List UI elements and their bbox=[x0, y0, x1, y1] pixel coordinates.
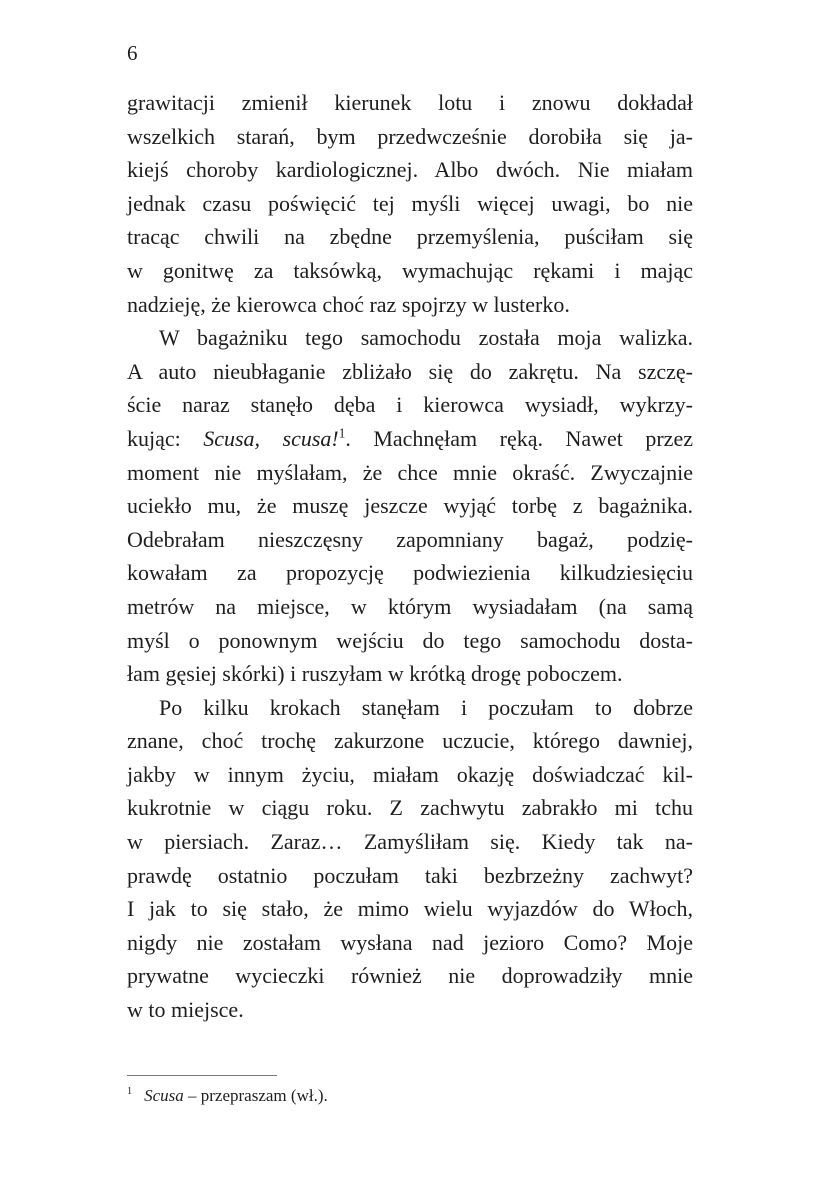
text-line bbox=[127, 724, 693, 758]
text-line bbox=[127, 220, 693, 254]
text-segment: metrów na miejsce, w którym wysiadałam (na samą bbox=[127, 593, 693, 619]
text-segment: A auto nieubłaganie zbliżało się do zakrętu. Na szczę- bbox=[127, 358, 693, 384]
text-line bbox=[127, 657, 693, 691]
text-segment: Odebrałam nieszczęsny zapomniany bagaż, podzię- bbox=[127, 526, 693, 552]
text-segment: jakby w innym życiu, miałam okazję doświadczać kil- bbox=[127, 761, 693, 787]
text-line bbox=[127, 959, 693, 993]
text-segment: prawdę ostatnio poczułam taki bezbrzeżny zachwyt? bbox=[127, 862, 693, 888]
text-line bbox=[127, 825, 693, 859]
text-segment: W bagażniku tego samochodu została moja walizka. bbox=[159, 325, 693, 351]
body-text bbox=[127, 86, 693, 1027]
text-line bbox=[127, 624, 693, 658]
text-segment: w piersiach. Zaraz… Zamyśliłam się. Kiedy tak na- bbox=[127, 829, 693, 855]
text-segment: znane, choć trochę zakurzone uczucie, którego dawniej, bbox=[127, 728, 693, 754]
text-segment: grawitacji zmienił kierunek lotu i znowu dokładał bbox=[127, 90, 693, 115]
text-line bbox=[127, 691, 693, 725]
text-segment: . Machnęłam ręką. Nawet przez bbox=[345, 425, 693, 451]
text-line bbox=[127, 456, 693, 490]
text-segment: myśl o ponownym wejściu do tego samochodu dosta- bbox=[127, 627, 693, 653]
text-line bbox=[127, 153, 693, 187]
text-segment: nadzieję, że kierowca choć raz spojrzy w lusterko. bbox=[127, 291, 570, 317]
text-line bbox=[127, 422, 693, 456]
text-segment: – przepraszam (wł.). bbox=[183, 1086, 328, 1105]
text-segment: nigdy nie zostałam wysłana nad jezioro Como? Moje bbox=[127, 929, 693, 955]
text-line bbox=[127, 489, 693, 523]
text-segment: kukrotnie w ciągu roku. Z zachwytu zabrakło mi tchu bbox=[127, 795, 693, 821]
footnote-reference: 1 bbox=[338, 425, 346, 441]
footnote-rule bbox=[127, 1075, 277, 1076]
text-line bbox=[127, 321, 693, 355]
text-line bbox=[127, 388, 693, 422]
footnote-marker: 1 bbox=[127, 1086, 133, 1098]
footnote bbox=[127, 1083, 693, 1109]
text-segment: tracąc chwili na zbędne przemyślenia, puściłam się bbox=[127, 224, 693, 250]
text-segment: kowałam za propozycję podwiezienia kilkudziesięciu bbox=[127, 560, 693, 586]
text-segment: w to miejsce. bbox=[127, 997, 244, 1023]
text-segment: uciekło mu, że muszę jeszcze wyjąć torbę z bagażnika. bbox=[127, 493, 693, 519]
text-line bbox=[127, 355, 693, 389]
text-segment: prywatne wycieczki również nie doprowadziły mnie bbox=[127, 963, 693, 989]
text-segment: ście naraz stanęło dęba i kierowca wysiadł, wykrzy- bbox=[127, 392, 693, 418]
text-line bbox=[127, 86, 693, 120]
text-segment: Po kilku krokach stanęłam i poczułam to dobrze bbox=[159, 694, 693, 720]
text-segment: moment nie myślałam, że chce mnie okraść. Zwyczajnie bbox=[127, 459, 693, 485]
text-line bbox=[127, 120, 693, 154]
text-line bbox=[127, 892, 693, 926]
text-line bbox=[127, 288, 693, 322]
text-line bbox=[127, 926, 693, 960]
text-line bbox=[127, 254, 693, 288]
text-line bbox=[127, 758, 693, 792]
text-segment: jednak czasu poświęcić tej myśli więcej uwagi, bo nie bbox=[127, 190, 693, 216]
text-line bbox=[127, 556, 693, 590]
text-segment: wszelkich starań, bym przedwcześnie dorobiła się ja- bbox=[127, 123, 693, 149]
text-line bbox=[127, 523, 693, 557]
text-segment: kując: bbox=[127, 425, 204, 451]
text-line bbox=[127, 859, 693, 893]
text-segment: łam gęsiej skórki) i ruszyłam w krótką drogę poboczem. bbox=[127, 661, 623, 687]
text-line bbox=[127, 993, 693, 1027]
text-segment: Scusa, scusa! bbox=[203, 425, 339, 451]
text-line bbox=[127, 590, 693, 624]
text-segment: I jak to się stało, że mimo wielu wyjazdów do Włoch, bbox=[127, 896, 693, 922]
text-line bbox=[127, 791, 693, 825]
text-line bbox=[127, 187, 693, 221]
text-segment: w gonitwę za taksówką, wymachując rękami i mając bbox=[127, 257, 693, 283]
text-segment: Scusa bbox=[144, 1086, 184, 1105]
page-number: 6 bbox=[127, 41, 138, 65]
text-segment: kiejś choroby kardiologicznej. Albo dwóch. Nie miałam bbox=[127, 157, 693, 183]
